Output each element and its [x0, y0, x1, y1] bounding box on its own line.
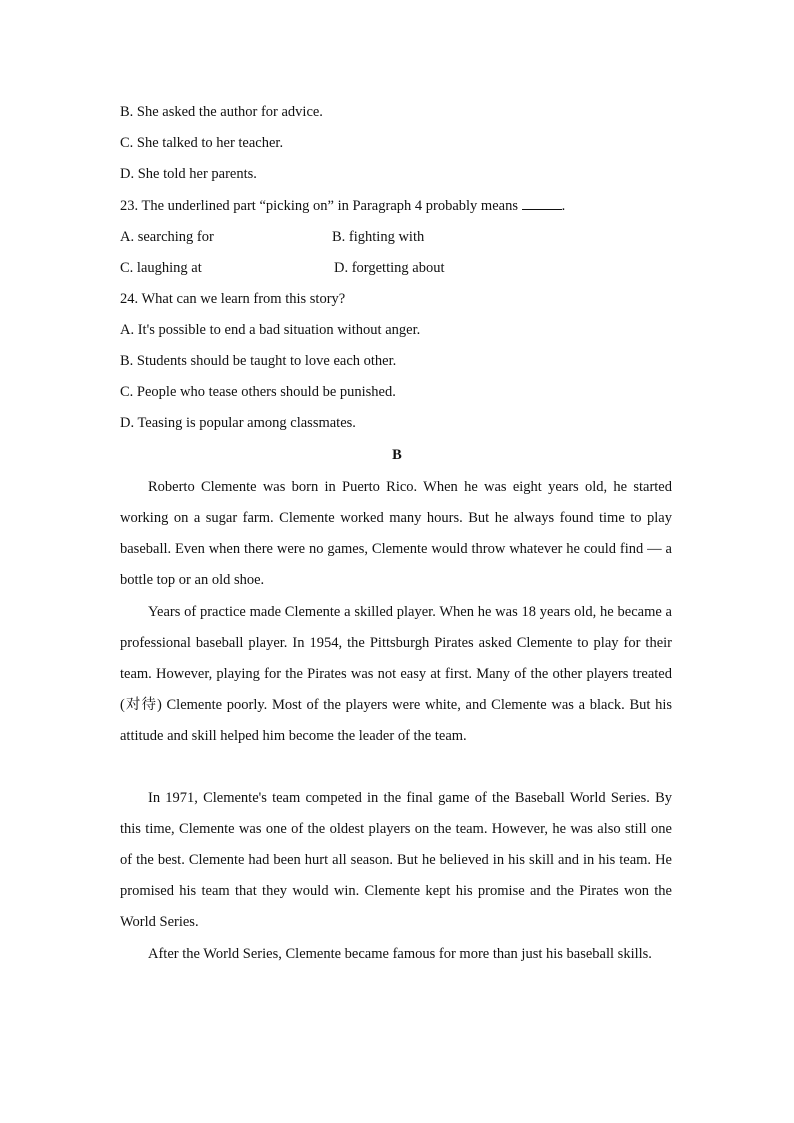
q23-option-d: D. forgetting about — [334, 260, 445, 276]
passage-paragraph-1: Roberto Clemente was born in Puerto Rico. When he was eight years old, he started working on a sugar farm. Clemente worked many hours. But he always found time to play baseball. Even when there were no games, Clemente would throw whatever he could find — a bottle top or an old shoe. — [120, 479, 672, 589]
q23-stem-end: . — [561, 198, 566, 214]
q22-option-c: C. She talked to her teacher. — [120, 135, 284, 151]
q24-option-b: B. Students should be taught to love each other. — [120, 353, 397, 369]
passage-paragraph-2: Years of practice made Clemente a skilled player. When he was 18 years old, he became a professional baseball player. In 1954, the Pittsburgh Pirates asked Clemente to play for their team. However, playing for the Pirates was not easy at first. Many of the other players treated (对待) Clemente poorly. Most of the players were white, and Clemente was a black. But his attitude and skill helped him become the leader of the team. — [120, 604, 672, 745]
q23-option-b: B. fighting with — [332, 229, 425, 245]
q24-stem: 24. What can we learn from this story? — [120, 291, 346, 307]
q23-option-a: A. searching for — [120, 229, 214, 245]
q24-option-d: D. Teasing is popular among classmates. — [120, 415, 356, 431]
q23-stem — [120, 197, 565, 215]
q24-option-c: C. People who tease others should be punished. — [120, 384, 396, 400]
q22-option-b: B. She asked the author for advice. — [120, 104, 323, 120]
passage-paragraph-3: In 1971, Clemente's team competed in the final game of the Baseball World Series. By this time, Clemente was one of the oldest players on the team. However, he was also still one of the best. Clemente had been hurt all season. But he believed in his skill and in his team. He promised his team that they would win. Clemente kept his promise and the Pirates won the World Series. — [120, 790, 672, 931]
passage-heading: B — [392, 447, 402, 463]
q23-stem-text: 23. The underlined part “picking on” in Paragraph 4 probably means — [120, 198, 518, 214]
passage-paragraph-4: After the World Series, Clemente became famous for more than just his baseball skills. — [148, 946, 652, 962]
q23-option-c: C. laughing at — [120, 260, 202, 276]
answer-blank — [522, 197, 562, 210]
q24-option-a: A. It's possible to end a bad situation without anger. — [120, 322, 421, 338]
q22-option-d: D. She told her parents. — [120, 166, 257, 182]
